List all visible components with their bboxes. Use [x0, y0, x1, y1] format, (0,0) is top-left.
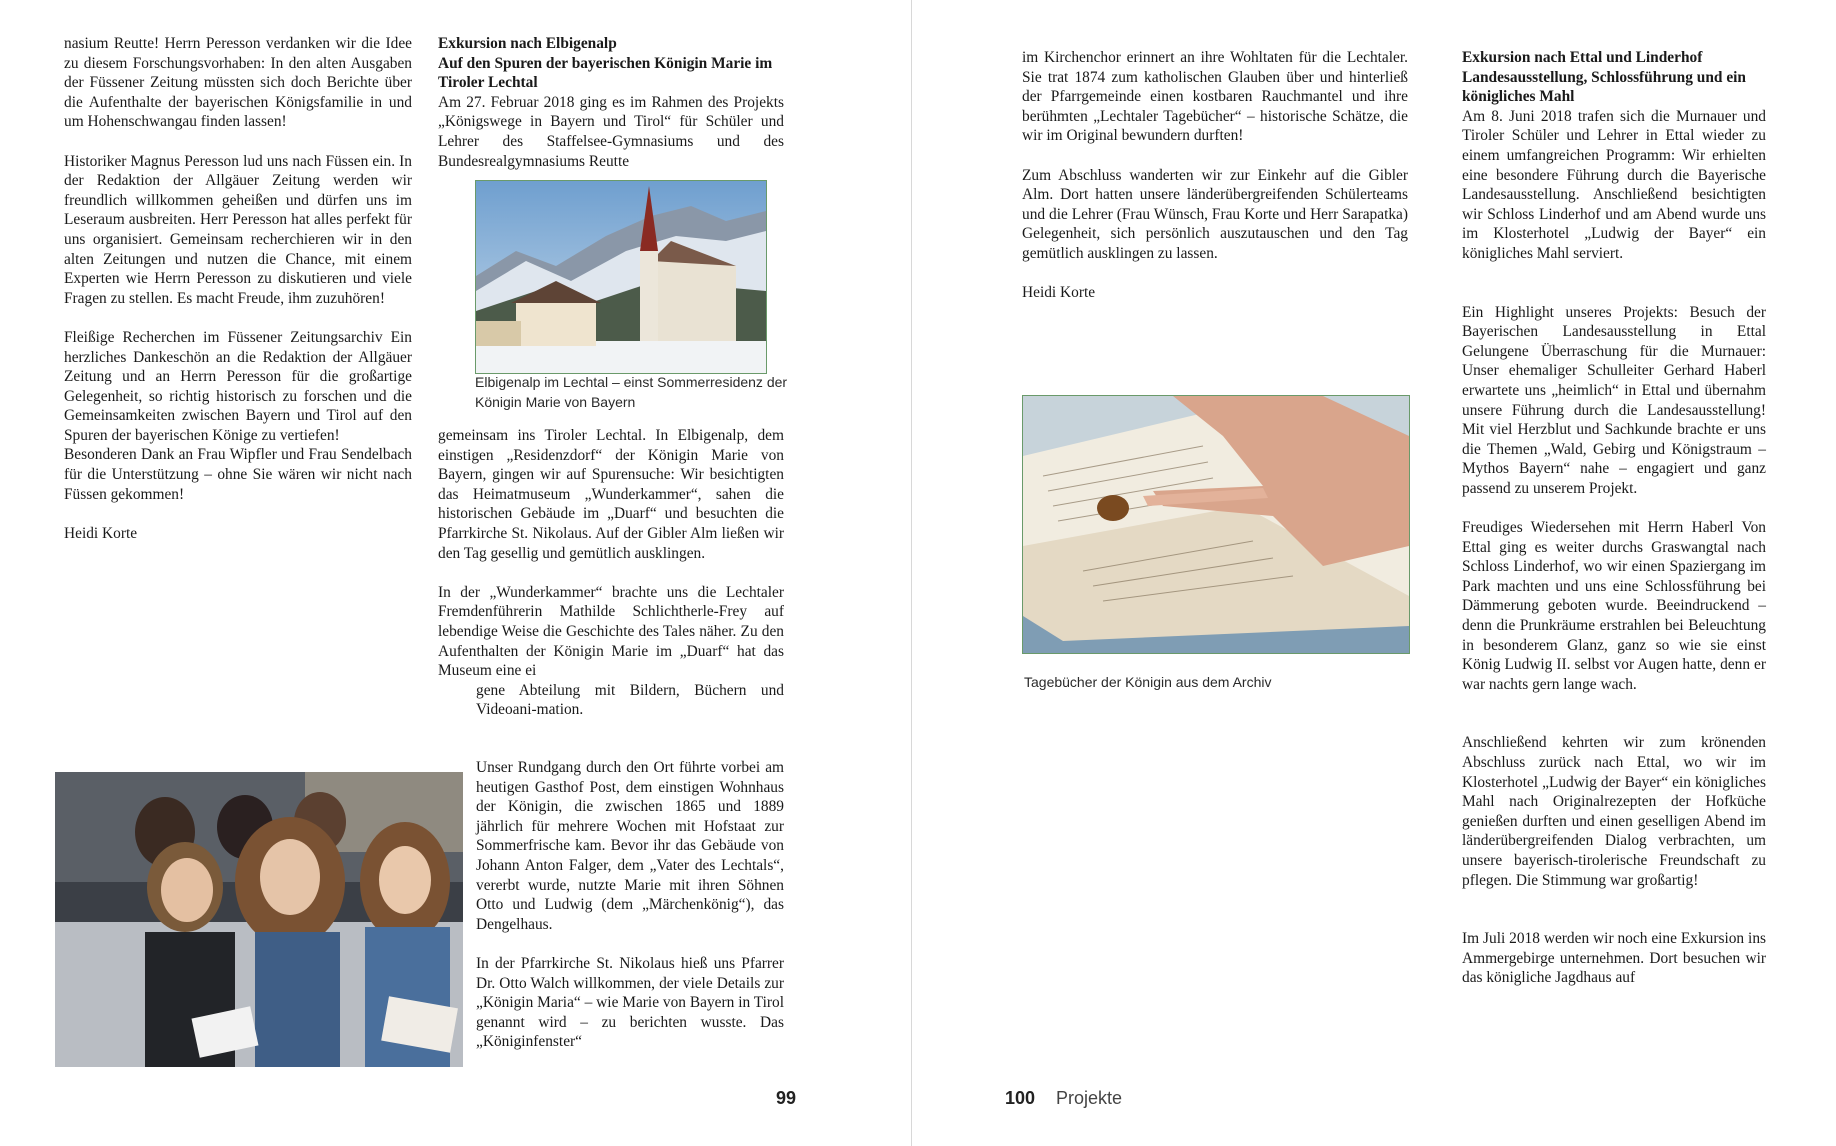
students-photo — [55, 772, 463, 1067]
paragraph: Zum Abschluss wanderten wir zur Einkehr auf die Gibler Alm. Dort hatten unsere länderübergreifenden Schülerteams und die Lehrer (Frau Wünsch, Frau Korte und Herr Sarapatka) Gelegenheit, sich persönlich auszutauschen und den Tag gemütlich ausklingen zu lassen. — [1022, 166, 1408, 262]
left-col-2-wrap — [476, 758, 784, 1072]
left-col-2-lower — [438, 426, 784, 740]
page-gutter — [911, 0, 912, 1146]
paragraph: im Kirchenchor erinnert an ihre Wohltaten für die Lechtaler. Sie trat 1874 zum katholischen Glauben über und hinterließ der Pfarrgemeinde einen kostbaren Rauchmantel und ihre berühmten „Lechtaler Tagebücher“ – historische Schätze, die wir im Original bewundern durften! — [1022, 49, 1408, 145]
paragraph: nasium Reutte! Herrn Peresson verdanken wir die Idee zu diesem Forschungsvorhaben: In den alten Ausgaben der Füssener Zeitung müssten sich doch Berichte über die Aufenthalte der bayerischen Königsfamilie in und um Hohenschwangau finden lassen! — [64, 35, 412, 131]
paragraph: gene Abteilung mit Bildern, Büchern und Videoani-mation. — [476, 681, 784, 719]
paragraph: In der Pfarrkirche St. Nikolaus hieß uns Pfarrer Dr. Otto Walch willkommen, der viele Details zur „Königin Maria“ – wie Marie von Bayern in Tirol genannt wird – zu berichten wusste. Das „Königinfenster“ — [476, 954, 784, 1051]
article-subheading: Landesausstellung, Schlossführung und ein königliches Mahl — [1462, 68, 1746, 106]
paragraph: Fleißige Recherchen im Füssener Zeitungsarchiv Ein herzliches Dankeschön an die Redaktion der Allgäuer Zeitung und an Herrn Peresson für die großartige Gelegenheit, so richtig historisch zu forschen und die Gemeinsamkeiten zwischen Bayern und Tirol auf den Spuren der bayerischen Könige zu vertiefen! — [64, 328, 412, 444]
church-photo — [475, 180, 767, 374]
paragraph: Im Juli 2018 werden wir noch eine Exkursion ins Ammergebirge unternehmen. Dort besuchen wir das königliche Jagdhaus auf — [1462, 930, 1766, 987]
paragraph: Am 8. Juni 2018 trafen sich die Murnauer und Tiroler Schüler und Lehrer in Ettal wieder zu einem umfangreichen Programm: Wir erhielten eine besondere Führung durch die Bayerische Landesausstellung. Anschließend besichtigten wir Schloss Linderhof und am Abend wurde uns im Klosterhotel „Ludwig der Bayer“ ein königliches Mahl serviert. — [1462, 107, 1766, 262]
article-subheading: Auf den Spuren der bayerischen Königin Marie im Tiroler Lechtal — [438, 54, 773, 92]
section-label: Projekte — [1056, 1088, 1123, 1108]
diary-photo — [1022, 395, 1410, 654]
paragraph: Historiker Magnus Peresson lud uns nach Füssen ein. In der Redaktion der Allgäuer Zeitung werden wir freundlich willkommen geheißen und dürfen uns im Leseraum ausbreiten. Herr Peresson hat alles perfekt für uns organisiert. Gemeinsam recherchieren wir in den alten Zeitungen und nutzen die Chance, mit einem Experten wie Herrn Peresson zu diskutieren und viele Fragen zu stellen. Es macht Freude, ihm zuzuhören! — [64, 152, 412, 307]
left-col-1 — [64, 34, 412, 563]
paragraph: Freudiges Wiedersehen mit Herrn Haberl Von Ettal ging es weiter durchs Graswangtal nach Schloss Linderhof, wo wir einen Spaziergang im Park machten und uns eine Schlossführung bei Dämmerung geboten wurde. Beeindruckend – denn die Prunkräume erstrahlen bei Beleuchtung in besonderem Glanz, ganz so wie sie einst König Ludwig II. selbst vor Augen hatte, denn er war nachts gern lange wach. — [1462, 519, 1766, 693]
paragraph: Ein Highlight unseres Projekts: Besuch der Bayerischen Landesausstellung in Ettal Gelungene Überraschung für die Murnauer: Unser ehemaliger Schulleiter Gerhard Haberl erwartete uns „heimlich“ in Ettal und übernahm unsere Führung durch die Landesausstellung! Mit viel Herzblut und Sachkunde brachte er uns die Themen „Wald, Gebirg und Königstraum – Mythos Bayern“ nahe – engagiert und ganz passend zu unserem Projekt. — [1462, 303, 1766, 497]
article-heading: Exkursion nach Ettal und Linderhof — [1462, 49, 1703, 66]
right-col-2 — [1462, 48, 1766, 1008]
paragraph: Unser Rundgang durch den Ort führte vorbei am heutigen Gasthof Post, dem einstigen Wohnhaus der Königin, die zwischen 1865 und 1889 jährlich für mehrere Wochen mit Hofstaat zur Sommerfrische kam. Bevor ihr das Gebäude von Johann Anton Falger, dem „Vater des Lechtals“, vererbt wurde, nutzte Marie mit ihren Söhnen Otto und Ludwig (dem „Märchenkönig“), das Dengelhaus. — [476, 759, 784, 933]
diary-photo-caption: Tagebücher der Königin aus dem Archiv — [1024, 674, 1272, 690]
paragraph: In der „Wunderkammer“ brachte uns die Lechtaler Fremdenführerin Mathilde Schlichtherle-Frey auf lebendige Weise die Geschichte des Tales näher. Zu den Aufenthalten der Königin Marie im „Duarf“ hat das Museum eine ei — [438, 583, 784, 680]
page-number-right: 100 — [1005, 1088, 1036, 1108]
paragraph: gemeinsam ins Tiroler Lechtal. In Elbigenalp, dem einstigen „Residenzdorf“ der Königin Marie von Bayern, gingen wir auf Spurensuche: Wir besichtigten das Heimatmuseum „Wunderkammer“, sahen die historischen Gebäude im „Duarf“ und besuchten die Pfarrkirche St. Nikolaus. Auf der Gibler Alm ließen wir den Tag gesellig und gemütlich ausklingen. — [438, 427, 784, 562]
page-number-left: 99 — [776, 1088, 797, 1108]
author-signature: Heidi Korte — [64, 524, 138, 542]
article-heading: Exkursion nach Elbigenalp — [438, 35, 617, 52]
paragraph: Am 27. Februar 2018 ging es im Rahmen des Projekts „Königswege in Bayern und Tirol“ für Schüler und Lehrer des Staffelsee-Gymnasiums und des Bundesrealgymnasiums Reutte — [438, 93, 784, 170]
paragraph: Besonderen Dank an Frau Wipfler und Frau Sendelbach für die Unterstützung – ohne Sie wären wir nicht nach Füssen gekommen! — [64, 446, 412, 503]
author-signature: Heidi Korte — [1022, 284, 1096, 302]
right-col-1 — [1022, 48, 1408, 322]
paragraph: Anschließend kehrten wir zum krönenden Abschluss zurück nach Ettal, wo wir im Klosterhotel „Ludwig der Bayer“ ein königliches Mahl nach Originalrezepten der Hofküche genießen durften und einen geselligen Abend im länderübergreifenden Dialog verbrachten, um unsere bayerisch-tirolerische Freundschaft zu pflegen. Die Stimmung war großartig! — [1462, 734, 1766, 889]
church-photo-caption: Elbigenalp im Lechtal – einst Sommerresidenz der Königin Marie von Bayern — [475, 374, 788, 410]
left-col-2 — [438, 34, 784, 171]
